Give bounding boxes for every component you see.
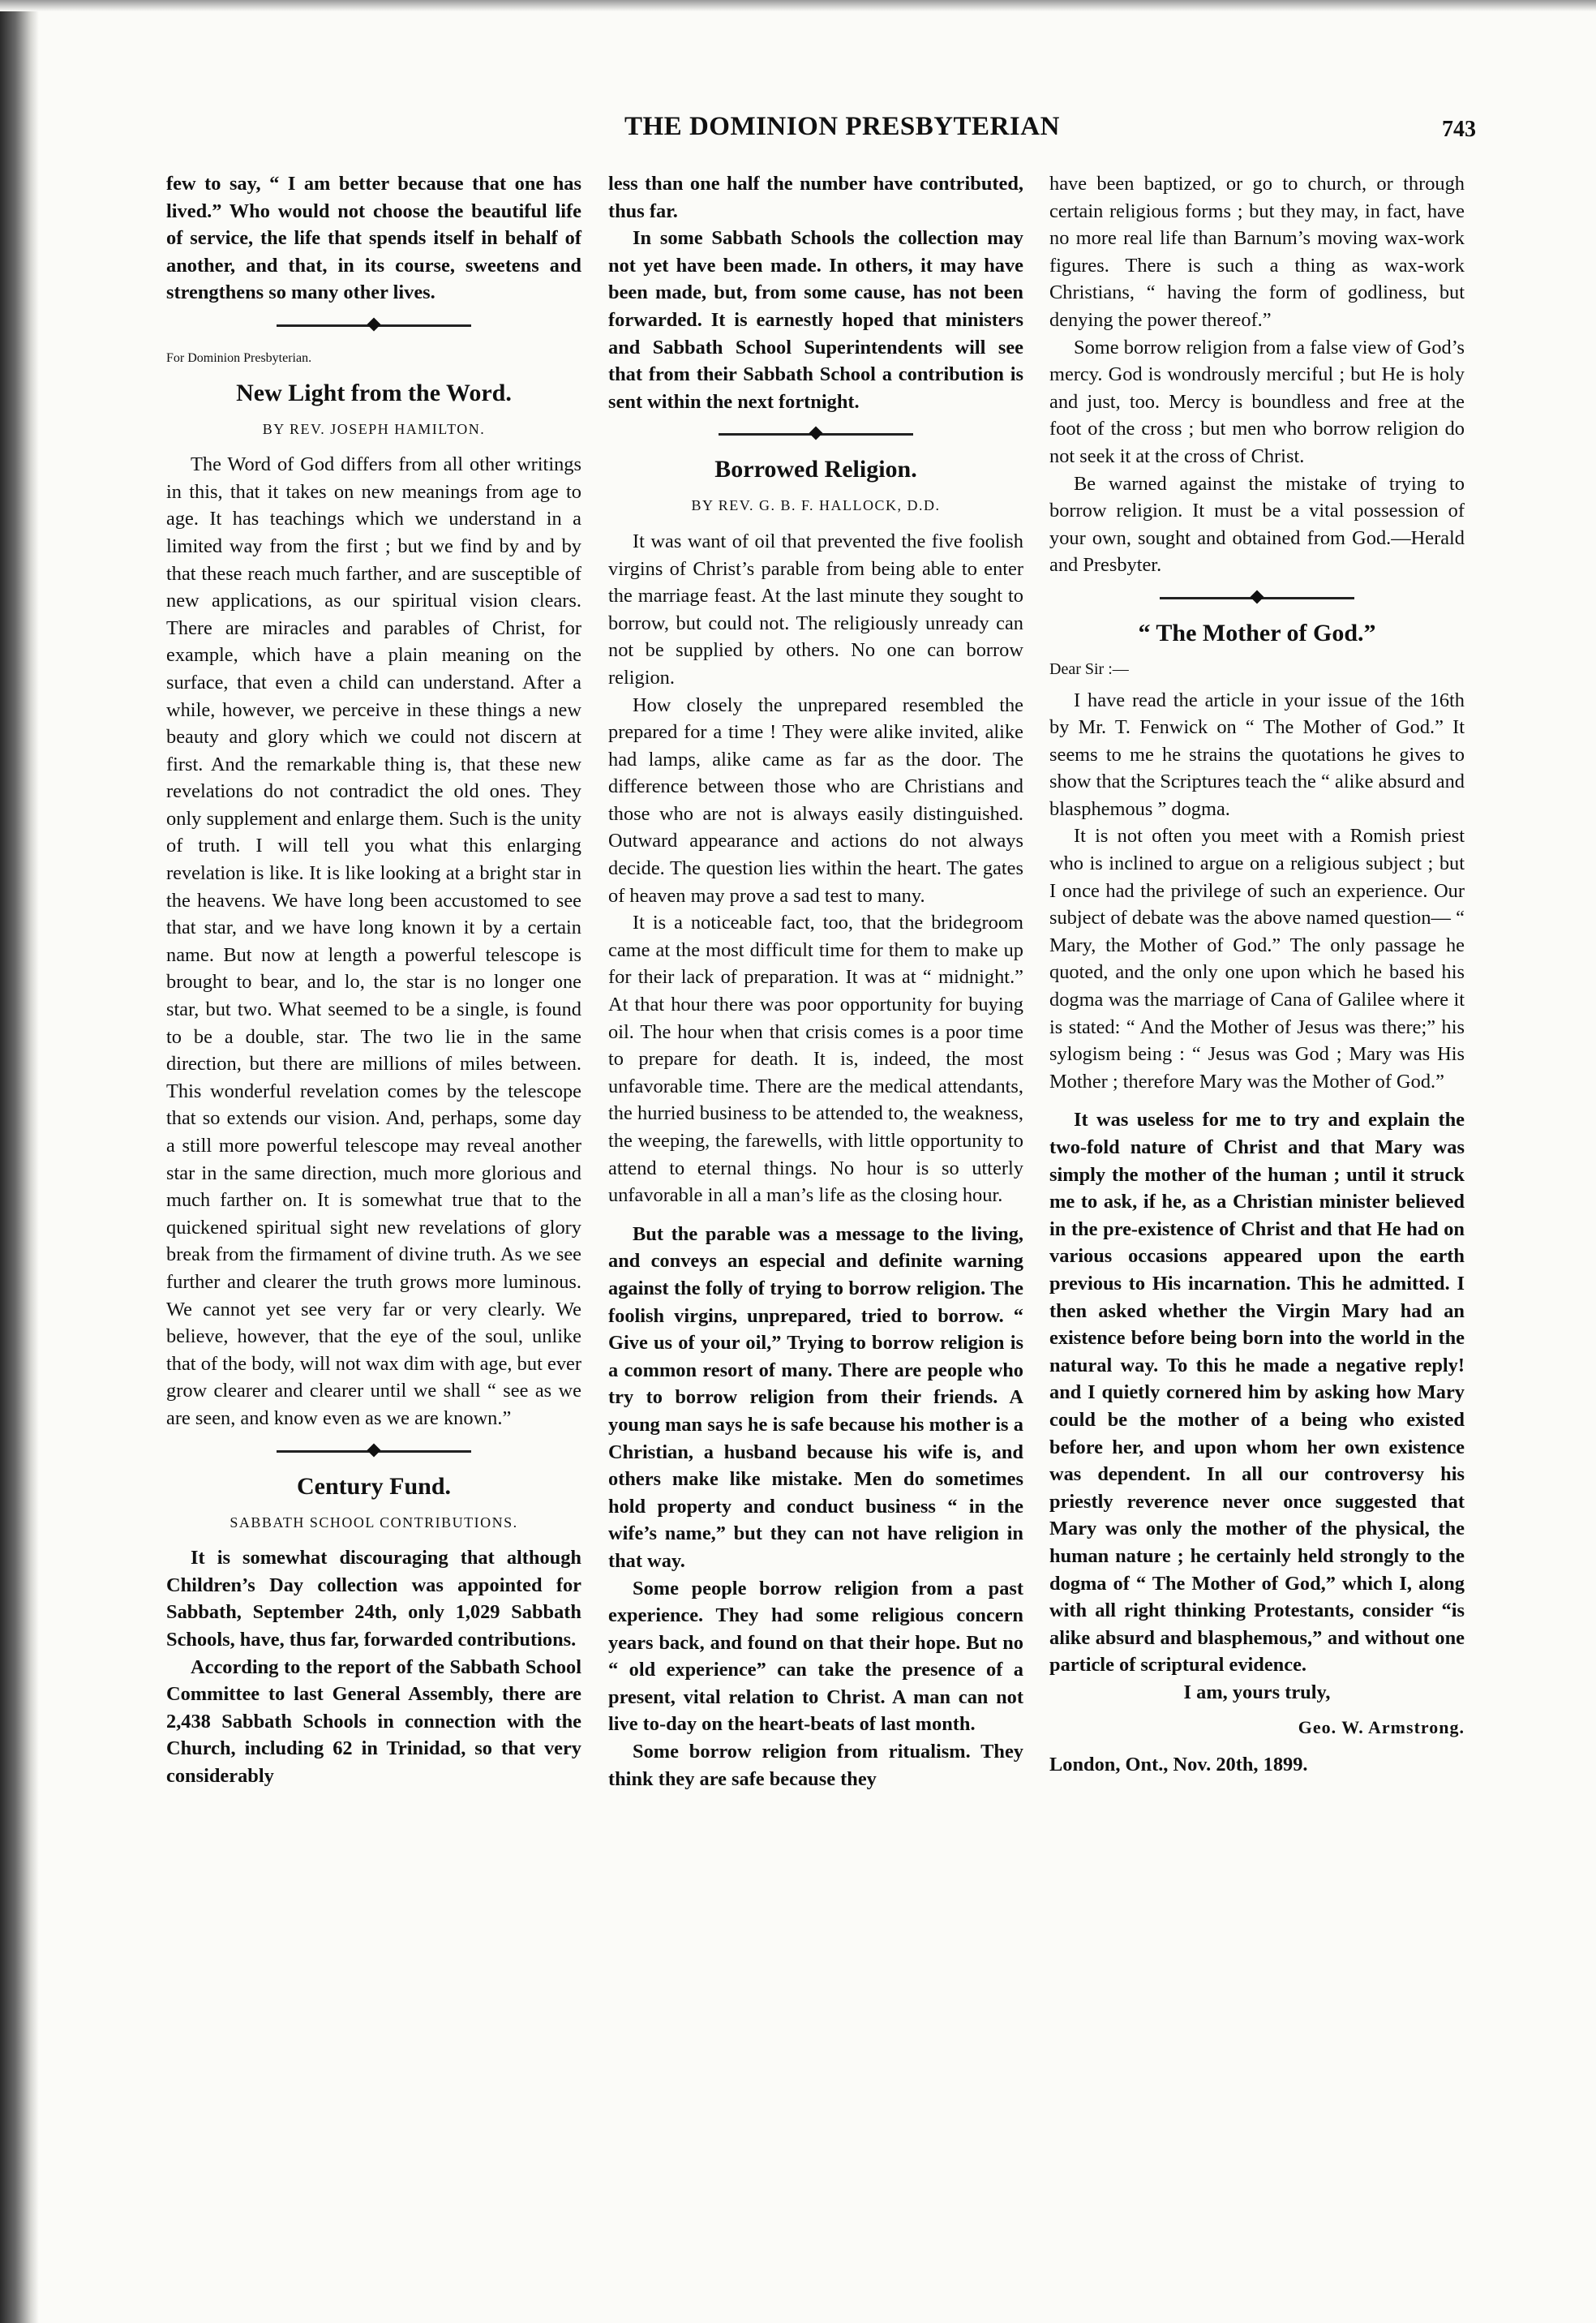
page-number: 743 [1442,117,1476,142]
diamond-ornament-icon [809,427,823,440]
section-divider [277,324,471,327]
letter-place-date: London, Ont., Nov. 20th, 1899. [1049,1754,1308,1776]
section-divider [277,1450,471,1453]
article-paragraph: Some people borrow religion from a past experience. They had some religious concern years back, and found on that their hope. But no “ old experience” can take the presence of a present, vital relation to Christ. A man can not live to-day on the heart-beats of last month. [608,1577,1023,1736]
letter-salutation: Dear Sir :— [1049,659,1129,678]
column-1 [166,170,581,1789]
letter-paragraph: It is not often you meet with a Romish priest who is inclined to argue on a religious subject ; but I once had the privilege of such an experience. Our subject of debate was the above named question— “ Mary, the Mother of God.” The only passage he quoted, and the only one upon which he based his dogma was the marriage of Cana of Galilee where it is stated: “ And the Mother of Jesus was there;” his sylogism being : “ Jesus was God ; Mary was His Mother ; therefore Mary was the Mother of God.” [1049,825,1465,1093]
diamond-ornament-icon [1251,590,1264,603]
article-subtitle: SABBATH SCHOOL CONTRIBUTIONS. [230,1514,518,1531]
article-source-label: For Dominion Presbyterian. [166,350,312,365]
intro-paragraph: few to say, “ I am better because that one has lived.” Who would not choose the beautiful life of service, the life that spends itself in behalf of another, and that, in its course, sweetens and strengthens so many other lives. [166,173,581,304]
article-paragraph: In some Sabbath Schools the collection may not yet have been made. In others, it may have been made, but, from some cause, has not been forwarded. It is earnestly hoped that ministers and Sabbath School Superintendents will see that from their Sabbath School a contribution is sent within the next fortnight. [608,227,1023,413]
scan-top-edge [0,0,1596,11]
section-divider [1160,597,1354,599]
article-paragraph: It was want of oil that prevented the five foolish virgins of Christ’s parable from being able to enter the marriage feast. At the last minute they sought to borrow, but could not. The religiously unready can not be supplied by others. No one can borrow religion. [608,530,1023,689]
article-paragraph: It is somewhat discouraging that although Children’s Day collection was appointed for Sabbath, September 24th, only 1,029 Sabbath Schools, have, thus far, forwarded contributions. [166,1547,581,1651]
diamond-ornament-icon [367,1443,381,1457]
article-paragraph: Some borrow religion from a false view of God’s mercy. God is wondrously merciful ; but He is holy and just, too. Mercy is boundless and free at the foot of the cross ; but men who borrow religion do not seek it at the cross of Christ. [1049,336,1465,467]
column-3 [1049,170,1465,1779]
scan-left-edge [0,0,39,2323]
article-paragraph: It is a noticeable fact, too, that the bridegroom came at the most difficult time for them to make up for their lack of preparation. It was at “ midnight.” At that hour there was poor opportunity for buying oil. The hour when that crisis comes is a poor time to prepare for death. It is, indeed, the most unfavorable time. There are the medical attendants, the hurried business to be attended to, the weakness, the weeping, the farewells, with little opportunity to attend to eternal things. No hour is so utterly unfavorable in all a man’s life as the closing hour. [608,912,1023,1207]
letter-paragraph: I have read the article in your issue of the 16th by Mr. T. Fenwick on “ The Mother of God.” It seems to me he strains the quotations he gives to show that the Scriptures teach the “ alike absurd and blasphemous ” dogma. [1049,689,1465,820]
article-title-borrowed-religion: Borrowed Religion. [714,456,917,483]
letter-closing: I am, yours truly, [1183,1681,1331,1703]
article-paragraph: Some borrow religion from ritualism. They think they are safe because they [608,1741,1023,1790]
page-header [624,112,1476,161]
article-paragraph: But the parable was a message to the living, and conveys an especial and definite warning against the folly of trying to borrow religion. The foolish virgins, unprepared, tried to borrow. “ Give us of your oil,” Trying to borrow religion is a common resort of many. There are people who try to borrow religion from their friends. A young man says he is safe because his mother is a Christian, a husband because his wife is, and others make like mistake. Men do sometimes hold property and conduct business “ in the wife’s name,” but they can not have religion in that way. [608,1222,1023,1572]
letter-signature: Geo. W. Armstrong. [1298,1717,1465,1738]
continued-paragraph: have been baptized, or go to church, or through certain religious forms ; but they may, in fact, have no more real life than Barnum’s moving wax-work figures. There is such a thing as wax-work Christians, “ having the form of godliness, but denying the power thereof.” [1049,173,1465,331]
letter-paragraph: It was useless for me to try and explain the two-fold nature of Christ and that Mary was simply the mother of the human ; until it struck me to ask, if he, as a Christian minister believed in the pre-existence of Christ and that He had on various occasions appeared upon the earth previous to His incarnation. This he admitted. I then asked whether the Virgin Mary had an existence before being born into the world in the natural way. To this he made a negative reply! and I quietly cornered him by asking how Mary could be the mother of a being who existed before her, and upon whom her own existence was dependent. In all our controversy his priestly reverence never once suggested that Mary was only the mother of the physical, the human nature ; he certainly held strongly to the dogma of “ The Mother of God,” which I, along with all right thinking Protestants, consider “is alike absurd and blasphemous,” and without one particle of scriptural evidence. [1049,1109,1465,1677]
article-paragraph: How closely the unprepared resembled the prepared for a time ! They were alike invited, alike had lamps, alike came as far as the door. The difference between those who are Christians and those who are not is always easily distinguished. Outward appearance and actions do not always decide. The question lies within the heart. The gates of heaven may prove a sad test to many. [608,693,1023,907]
publication-title: THE DOMINION PRESBYTERIAN [624,112,1060,141]
article-byline: BY REV. G. B. F. HALLOCK, D.D. [691,497,941,514]
article-title-century-fund: Century Fund. [296,1472,452,1500]
article-body: The Word of God differs from all other writings in this, that it takes on new meanings from age to age. It has teachings which we understand in a limited way from the first ; but we find by and by that these reach much farther, and are susceptible of new applications, as our spiritual vision clears. There are miracles and parables of Christ, for example, which have a plain meaning on the surface, that even a child can understand. After a while, however, we perceive in these things a new beauty and glory which we could not discern at first. And the remarkable thing is, that these new revelations do not contradict the old ones. They only supplement and enlarge them. Such is the unity of truth. I will tell you what this enlarging revelation is like. It is like looking at a bright star in the heavens. We have long been accustomed to see that star, and we have long known it by a certain name. But now at length a powerful telescope is brought to bear, and lo, the star is no longer one star, but two. What seemed to be a single, is found to be a double, star. The two lie in the same direction, but there are millions of miles between. This wonderful revelation comes by the telescope that so extends our vision. And, perhaps, some day a still more powerful telescope may reveal another star in the same direction, much more glorious and much farther on. It is somewhat true that to the quickened spiritual sight new revelations of glory break from the firmament of divine truth. As we see further and clearer the truth grows more luminous. We cannot yet see very far or very clearly. We believe, however, that the eye of the soul, unlike that of the body, will not wax dim with age, but ever grow clearer and clearer until we shall “ see as we are seen, and know even as we are known.” [166,453,581,1429]
article-byline: BY REV. JOSEPH HAMILTON. [262,420,486,437]
section-divider [719,433,913,436]
article-paragraph: Be warned against the mistake of trying to borrow religion. It must be a vital possession of your own, sought and obtained from God.—Herald and Presbyter. [1049,472,1465,577]
diamond-ornament-icon [367,317,381,331]
article-title-mother-of-god: “ The Mother of God.” [1138,619,1376,646]
column-2 [608,170,1023,1793]
article-title-new-light: New Light from the Word. [236,379,512,406]
article-paragraph: According to the report of the Sabbath School Committee to last General Assembly, there are 2,438 Sabbath Schools in connection with the Church, including 62 in Trinidad, so that very considerably [166,1655,581,1787]
continued-paragraph: less than one half the number have contributed, thus far. [608,173,1023,222]
